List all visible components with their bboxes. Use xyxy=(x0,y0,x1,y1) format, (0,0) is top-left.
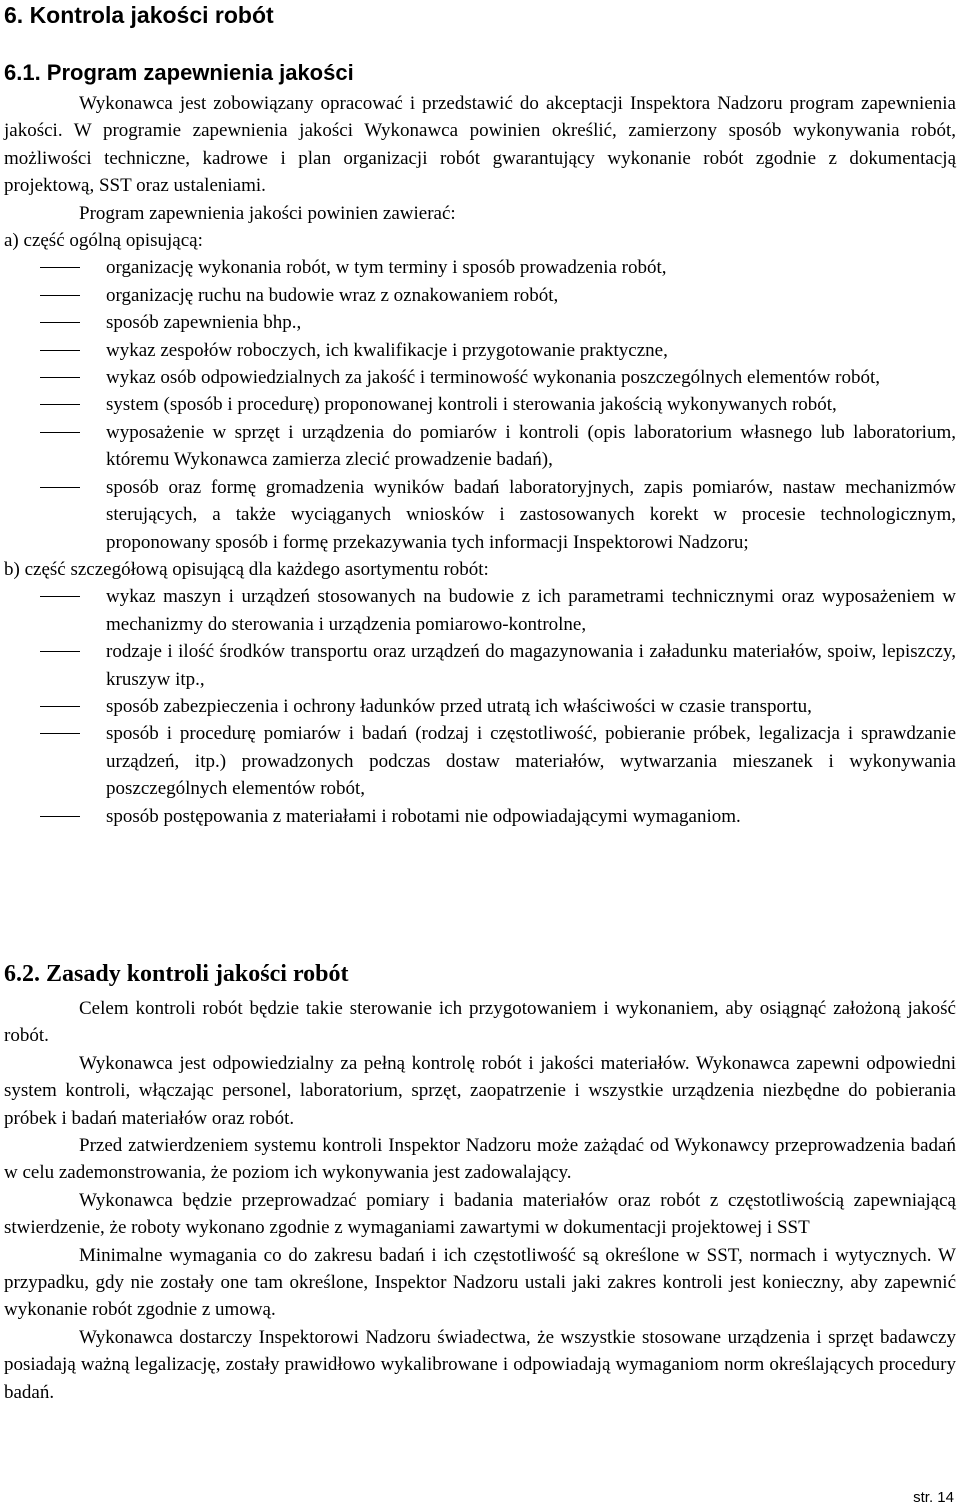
section-6-2-body xyxy=(4,995,956,1406)
list-item xyxy=(4,254,956,281)
list-item xyxy=(4,474,956,556)
list-item-text: wykaz osób odpowiedzialnych za jakość i terminowość wykonania poszczególnych elementów robót, xyxy=(106,367,881,389)
dash-bullet xyxy=(40,487,80,488)
dash-bullet xyxy=(40,322,80,323)
list-item-text: wykaz maszyn i urządzeń stosowanych na budowie z ich parametrami technicznymi oraz wyposażeniem w mechanizmy do sterowania i urządzenia pomiarowo-kontrolne, xyxy=(106,586,956,635)
dash-bullet xyxy=(40,596,80,597)
list-item xyxy=(4,583,956,638)
list-item-text: sposób zapewnienia bhp., xyxy=(106,312,302,334)
list-item xyxy=(4,364,956,391)
dash-list-a xyxy=(4,254,956,555)
list-item-text: sposób postępowania z materiałami i robotami nie odpowiadającymi wymaganiom. xyxy=(106,805,741,827)
paragraph: Program zapewnienia jakości powinien zawierać: xyxy=(79,202,456,224)
paragraph: Wykonawca będzie przeprowadzać pomiary i badania materiałów oraz robót z częstotliwością zapewniającą stwierdzenie, że roboty wykonano zgodnie z wymaganiami zawartymi w dokumentacji projektowej i SST xyxy=(4,1189,956,1239)
dash-bullet xyxy=(40,651,80,652)
dash-list-b xyxy=(4,583,956,830)
paragraph: Wykonawca dostarczy Inspektorowi Nadzoru świadectwa, że wszystkie stosowane urządzenia i sprzęt badawczy posiadają ważną legalizację, zostały prawidłowo wykalibrowane i odpowiadają wymaganiom norm określających procedury badań. xyxy=(4,1326,956,1403)
paragraph: Wykonawca jest odpowiedzialny za pełną kontrolę robót i jakości materiałów. Wykonawca zapewni odpowiedni system kontroli, włączając personel, laboratorium, sprzęt, zaopatrzenie i wszystkie urządzenia niezbędne do pobierania próbek i badań materiałów oraz robót. xyxy=(4,1052,956,1129)
page-number: str. 14 xyxy=(913,1489,954,1506)
list-item xyxy=(4,693,956,720)
list-item-text: wyposażenie w sprzęt i urządzenia do pomiarów i kontroli (opis laboratorium własnego lub laboratorium, któremu Wykonawca zamierza zlecić prowadzenie badań), xyxy=(106,421,956,471)
list-item xyxy=(4,419,956,474)
dash-bullet xyxy=(40,432,80,433)
section-6-1-body xyxy=(4,90,956,830)
list-item xyxy=(4,309,956,336)
dash-bullet xyxy=(40,733,80,734)
list-item xyxy=(4,803,956,830)
dash-bullet xyxy=(40,295,80,296)
list-item-text: wykaz zespołów roboczych, ich kwalifikacje i przygotowanie praktyczne, xyxy=(106,339,668,361)
list-label-a: a) część ogólną opisującą: xyxy=(4,230,203,252)
list-item-text: rodzaje i ilość środków transportu oraz urządzeń do magazynowania i załadunku materiałów, spoiw, lepiszczy, kruszyw itp., xyxy=(106,641,956,690)
dash-bullet xyxy=(40,404,80,405)
dash-bullet xyxy=(40,350,80,351)
list-item-text: sposób oraz formę gromadzenia wyników badań laboratoryjnych, zapis pomiarów, nastaw mechanizmów sterujących, a także wyciąganych wniosków i zastosowanych korekt w procesie technologicznym, proponowany sposób i formę przekazywania tych informacji Inspektorowi Nadzoru; xyxy=(106,476,956,553)
dash-bullet xyxy=(40,377,80,378)
paragraph: Przed zatwierdzeniem systemu kontroli Inspektor Nadzoru może zażądać od Wykonawcy przeprowadzenia badań w celu zademonstrowania, że poziom ich wykonywania jest zadowalający. xyxy=(4,1135,956,1184)
list-item xyxy=(4,391,956,418)
paragraph: Celem kontroli robót będzie takie sterowanie ich przygotowaniem i wykonaniem, aby osiągnąć założoną jakość robót. xyxy=(4,998,956,1047)
section-heading-6-2: 6.2. Zasady kontroli jakości robót xyxy=(4,961,349,987)
list-item xyxy=(4,282,956,309)
list-item-text: organizację ruchu na budowie wraz z oznakowaniem robót, xyxy=(106,284,559,306)
section-heading-6-1: 6.1. Program zapewnienia jakości xyxy=(4,60,354,85)
list-item-text: sposób zabezpieczenia i ochrony ładunków przed utratą ich właściwości w czasie transportu, xyxy=(106,695,812,717)
chapter-heading: 6. Kontrola jakości robót xyxy=(4,2,274,28)
paragraph: Minimalne wymagania co do zakresu badań i ich częstotliwość są określone w SST, normach i wytycznych. W przypadku, gdy nie zostały one tam określone, Inspektor Nadzoru ustali jaki zakres kontroli jest konieczny, aby zapewnić wykonanie robót zgodnie z umową. xyxy=(4,1244,956,1321)
list-label-b: b) część szczegółową opisującą dla każdego asortymentu robót: xyxy=(4,558,489,580)
dash-bullet xyxy=(40,267,80,268)
dash-bullet xyxy=(40,706,80,707)
dash-bullet xyxy=(40,816,80,817)
list-item-text: organizację wykonania robót, w tym terminy i sposób prowadzenia robót, xyxy=(106,257,667,279)
list-item-text: system (sposób i procedurę) proponowanej kontroli i sterowania jakością wykonywanych robót, xyxy=(106,394,837,416)
list-item xyxy=(4,337,956,364)
list-item xyxy=(4,720,956,802)
paragraph: Wykonawca jest zobowiązany opracować i przedstawić do akceptacji Inspektora Nadzoru program zapewnienia jakości. W programie zapewnienia jakości Wykonawca powinien określić, zamierzony sposób wykonywania robót, możliwości techniczne, kadrowe i plan organizacji robót gwarantujący wykonanie robót zgodnie z dokumentacją projektową, SST oraz ustaleniami. xyxy=(4,93,956,197)
list-item xyxy=(4,638,956,693)
list-item-text: sposób i procedurę pomiarów i badań (rodzaj i częstotliwość, pobieranie próbek, legalizacja i sprawdzanie urządzeń, itp.) prowadzonych podczas dostaw materiałów, wytwarzania mieszanek i wykonywania poszczególnych elementów robót, xyxy=(106,723,956,800)
